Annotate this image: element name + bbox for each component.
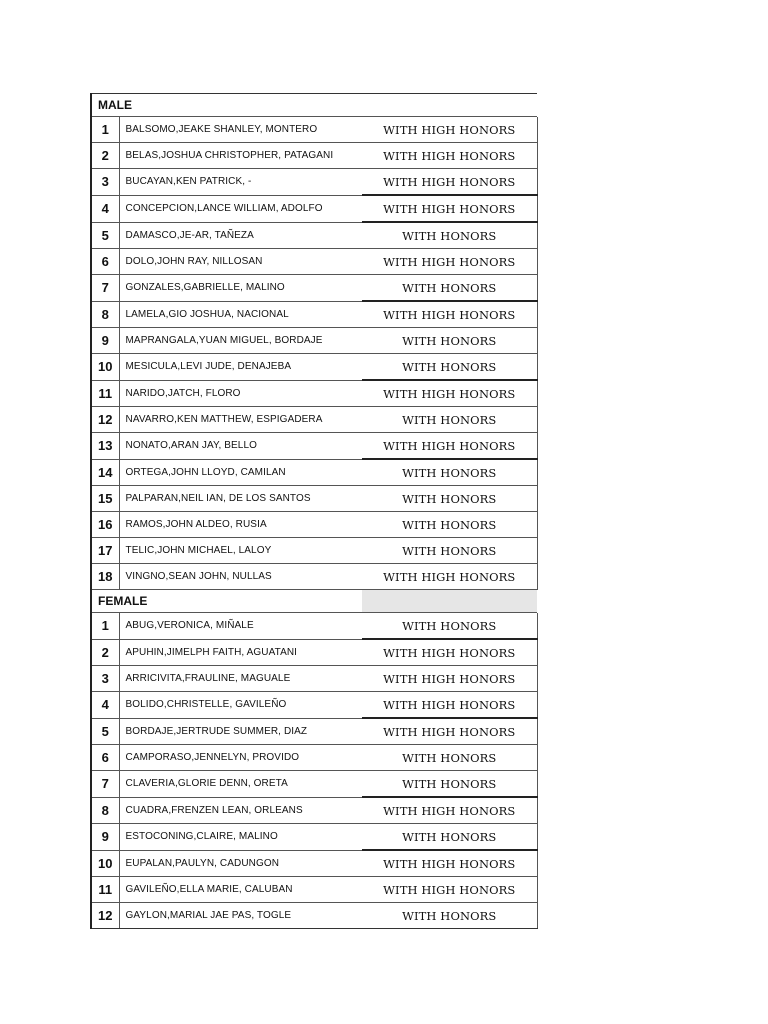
student-name: APUHIN,JIMELPH FAITH, AGUATANI [119,639,362,666]
honor-award: WITH HIGH HONORS [362,301,537,328]
honor-award: WITH HIGH HONORS [362,117,537,143]
honor-award: WITH HONORS [362,903,537,929]
student-name: CAMPORASO,JENNELYN, PROVIDO [119,745,362,771]
student-name: ABUG,VERONICA, MIÑALE [119,613,362,640]
table-row [91,771,537,798]
student-name: MESICULA,LEVI JUDE, DENAJEBA [119,354,362,381]
row-number: 4 [91,195,119,222]
student-name: CLAVERIA,GLORIE DENN, ORETA [119,771,362,798]
honor-award: WITH HONORS [362,407,537,433]
row-number: 3 [91,666,119,692]
table-row [91,639,537,666]
table-row [91,195,537,222]
table-row [91,666,537,692]
table-row [91,692,537,719]
row-number: 13 [91,433,119,460]
honor-award: WITH HONORS [362,354,537,381]
student-name: GONZALES,GABRIELLE, MALINO [119,275,362,302]
honor-award: WITH HONORS [362,538,537,564]
honor-award: WITH HONORS [362,613,537,640]
student-name: GAYLON,MARIAL JAE PAS, TOGLE [119,903,362,929]
honor-award: WITH HONORS [362,824,537,851]
row-number: 8 [91,301,119,328]
honor-award: WITH HONORS [362,486,537,512]
row-number: 4 [91,692,119,719]
table-row [91,613,537,640]
row-number: 6 [91,745,119,771]
table-row [91,328,537,354]
table-row [91,486,537,512]
student-name: VINGNO,SEAN JOHN, NULLAS [119,564,362,590]
row-number: 3 [91,169,119,196]
table-row [91,433,537,460]
row-number: 16 [91,512,119,538]
table-row [91,824,537,851]
honors-list-sheet [90,93,536,929]
student-name: ARRICIVITA,FRAULINE, MAGUALE [119,666,362,692]
row-number: 2 [91,639,119,666]
row-number: 1 [91,613,119,640]
section-header-male [91,94,537,117]
student-name: CUADRA,FRENZEN LEAN, ORLEANS [119,797,362,824]
table-row [91,222,537,249]
row-number: 18 [91,564,119,590]
student-name: DOLO,JOHN RAY, NILLOSAN [119,249,362,275]
row-number: 15 [91,486,119,512]
table-row [91,407,537,433]
section-title: MALE [91,94,362,117]
student-name: CONCEPCION,LANCE WILLIAM, ADOLFO [119,195,362,222]
row-number: 7 [91,771,119,798]
student-name: BALSOMO,JEAKE SHANLEY, MONTERO [119,117,362,143]
row-number: 12 [91,407,119,433]
honor-award: WITH HIGH HONORS [362,666,537,692]
section-header-fill [362,590,537,613]
honor-award: WITH HIGH HONORS [362,877,537,903]
honor-award: WITH HIGH HONORS [362,718,537,745]
honor-award: WITH HIGH HONORS [362,433,537,460]
row-number: 17 [91,538,119,564]
table-row [91,275,537,302]
table-row [91,564,537,590]
honor-award: WITH HIGH HONORS [362,169,537,196]
table-row [91,249,537,275]
honor-award: WITH HIGH HONORS [362,380,537,407]
student-name: NONATO,ARAN JAY, BELLO [119,433,362,460]
student-name: BELAS,JOSHUA CHRISTOPHER, PATAGANI [119,143,362,169]
student-name: NARIDO,JATCH, FLORO [119,380,362,407]
table-row [91,797,537,824]
student-name: PALPARAN,NEIL IAN, DE LOS SANTOS [119,486,362,512]
table-row [91,380,537,407]
student-name: TELIC,JOHN MICHAEL, LALOY [119,538,362,564]
student-name: GAVILEÑO,ELLA MARIE, CALUBAN [119,877,362,903]
student-name: BOLIDO,CHRISTELLE, GAVILEÑO [119,692,362,719]
student-name: RAMOS,JOHN ALDEO, RUSIA [119,512,362,538]
table-row [91,538,537,564]
honor-award: WITH HONORS [362,275,537,302]
student-name: NAVARRO,KEN MATTHEW, ESPIGADERA [119,407,362,433]
row-number: 10 [91,850,119,877]
honor-award: WITH HIGH HONORS [362,143,537,169]
table-row [91,718,537,745]
section-header-female [91,590,537,613]
honor-award: WITH HONORS [362,771,537,798]
student-name: MAPRANGALA,YUAN MIGUEL, BORDAJE [119,328,362,354]
honor-award: WITH HIGH HONORS [362,850,537,877]
row-number: 10 [91,354,119,381]
section-title: FEMALE [91,590,362,613]
honor-award: WITH HIGH HONORS [362,249,537,275]
honor-award: WITH HONORS [362,745,537,771]
honor-award: WITH HIGH HONORS [362,797,537,824]
student-name: ESTOCONING,CLAIRE, MALINO [119,824,362,851]
row-number: 1 [91,117,119,143]
row-number: 14 [91,459,119,486]
row-number: 11 [91,380,119,407]
table-row [91,877,537,903]
row-number: 12 [91,903,119,929]
honor-award: WITH HIGH HONORS [362,639,537,666]
student-name: BORDAJE,JERTRUDE SUMMER, DIAZ [119,718,362,745]
table-row [91,459,537,486]
table-row [91,354,537,381]
table-row [91,903,537,929]
row-number: 5 [91,222,119,249]
honor-award: WITH HONORS [362,222,537,249]
honor-award: WITH HONORS [362,459,537,486]
table-row [91,512,537,538]
table-row [91,143,537,169]
student-name: BUCAYAN,KEN PATRICK, - [119,169,362,196]
row-number: 2 [91,143,119,169]
table-row [91,850,537,877]
table-row [91,301,537,328]
honor-award: WITH HIGH HONORS [362,692,537,719]
honors-table [90,93,538,929]
row-number: 7 [91,275,119,302]
row-number: 9 [91,328,119,354]
honor-award: WITH HONORS [362,512,537,538]
student-name: LAMELA,GIO JOSHUA, NACIONAL [119,301,362,328]
student-name: ORTEGA,JOHN LLOYD, CAMILAN [119,459,362,486]
honor-award: WITH HIGH HONORS [362,195,537,222]
row-number: 11 [91,877,119,903]
table-row [91,117,537,143]
honor-award: WITH HONORS [362,328,537,354]
row-number: 6 [91,249,119,275]
table-row [91,169,537,196]
honor-award: WITH HIGH HONORS [362,564,537,590]
row-number: 5 [91,718,119,745]
student-name: DAMASCO,JE-AR, TAÑEZA [119,222,362,249]
row-number: 9 [91,824,119,851]
table-row [91,745,537,771]
student-name: EUPALAN,PAULYN, CADUNGON [119,850,362,877]
row-number: 8 [91,797,119,824]
section-header-fill [362,94,537,117]
